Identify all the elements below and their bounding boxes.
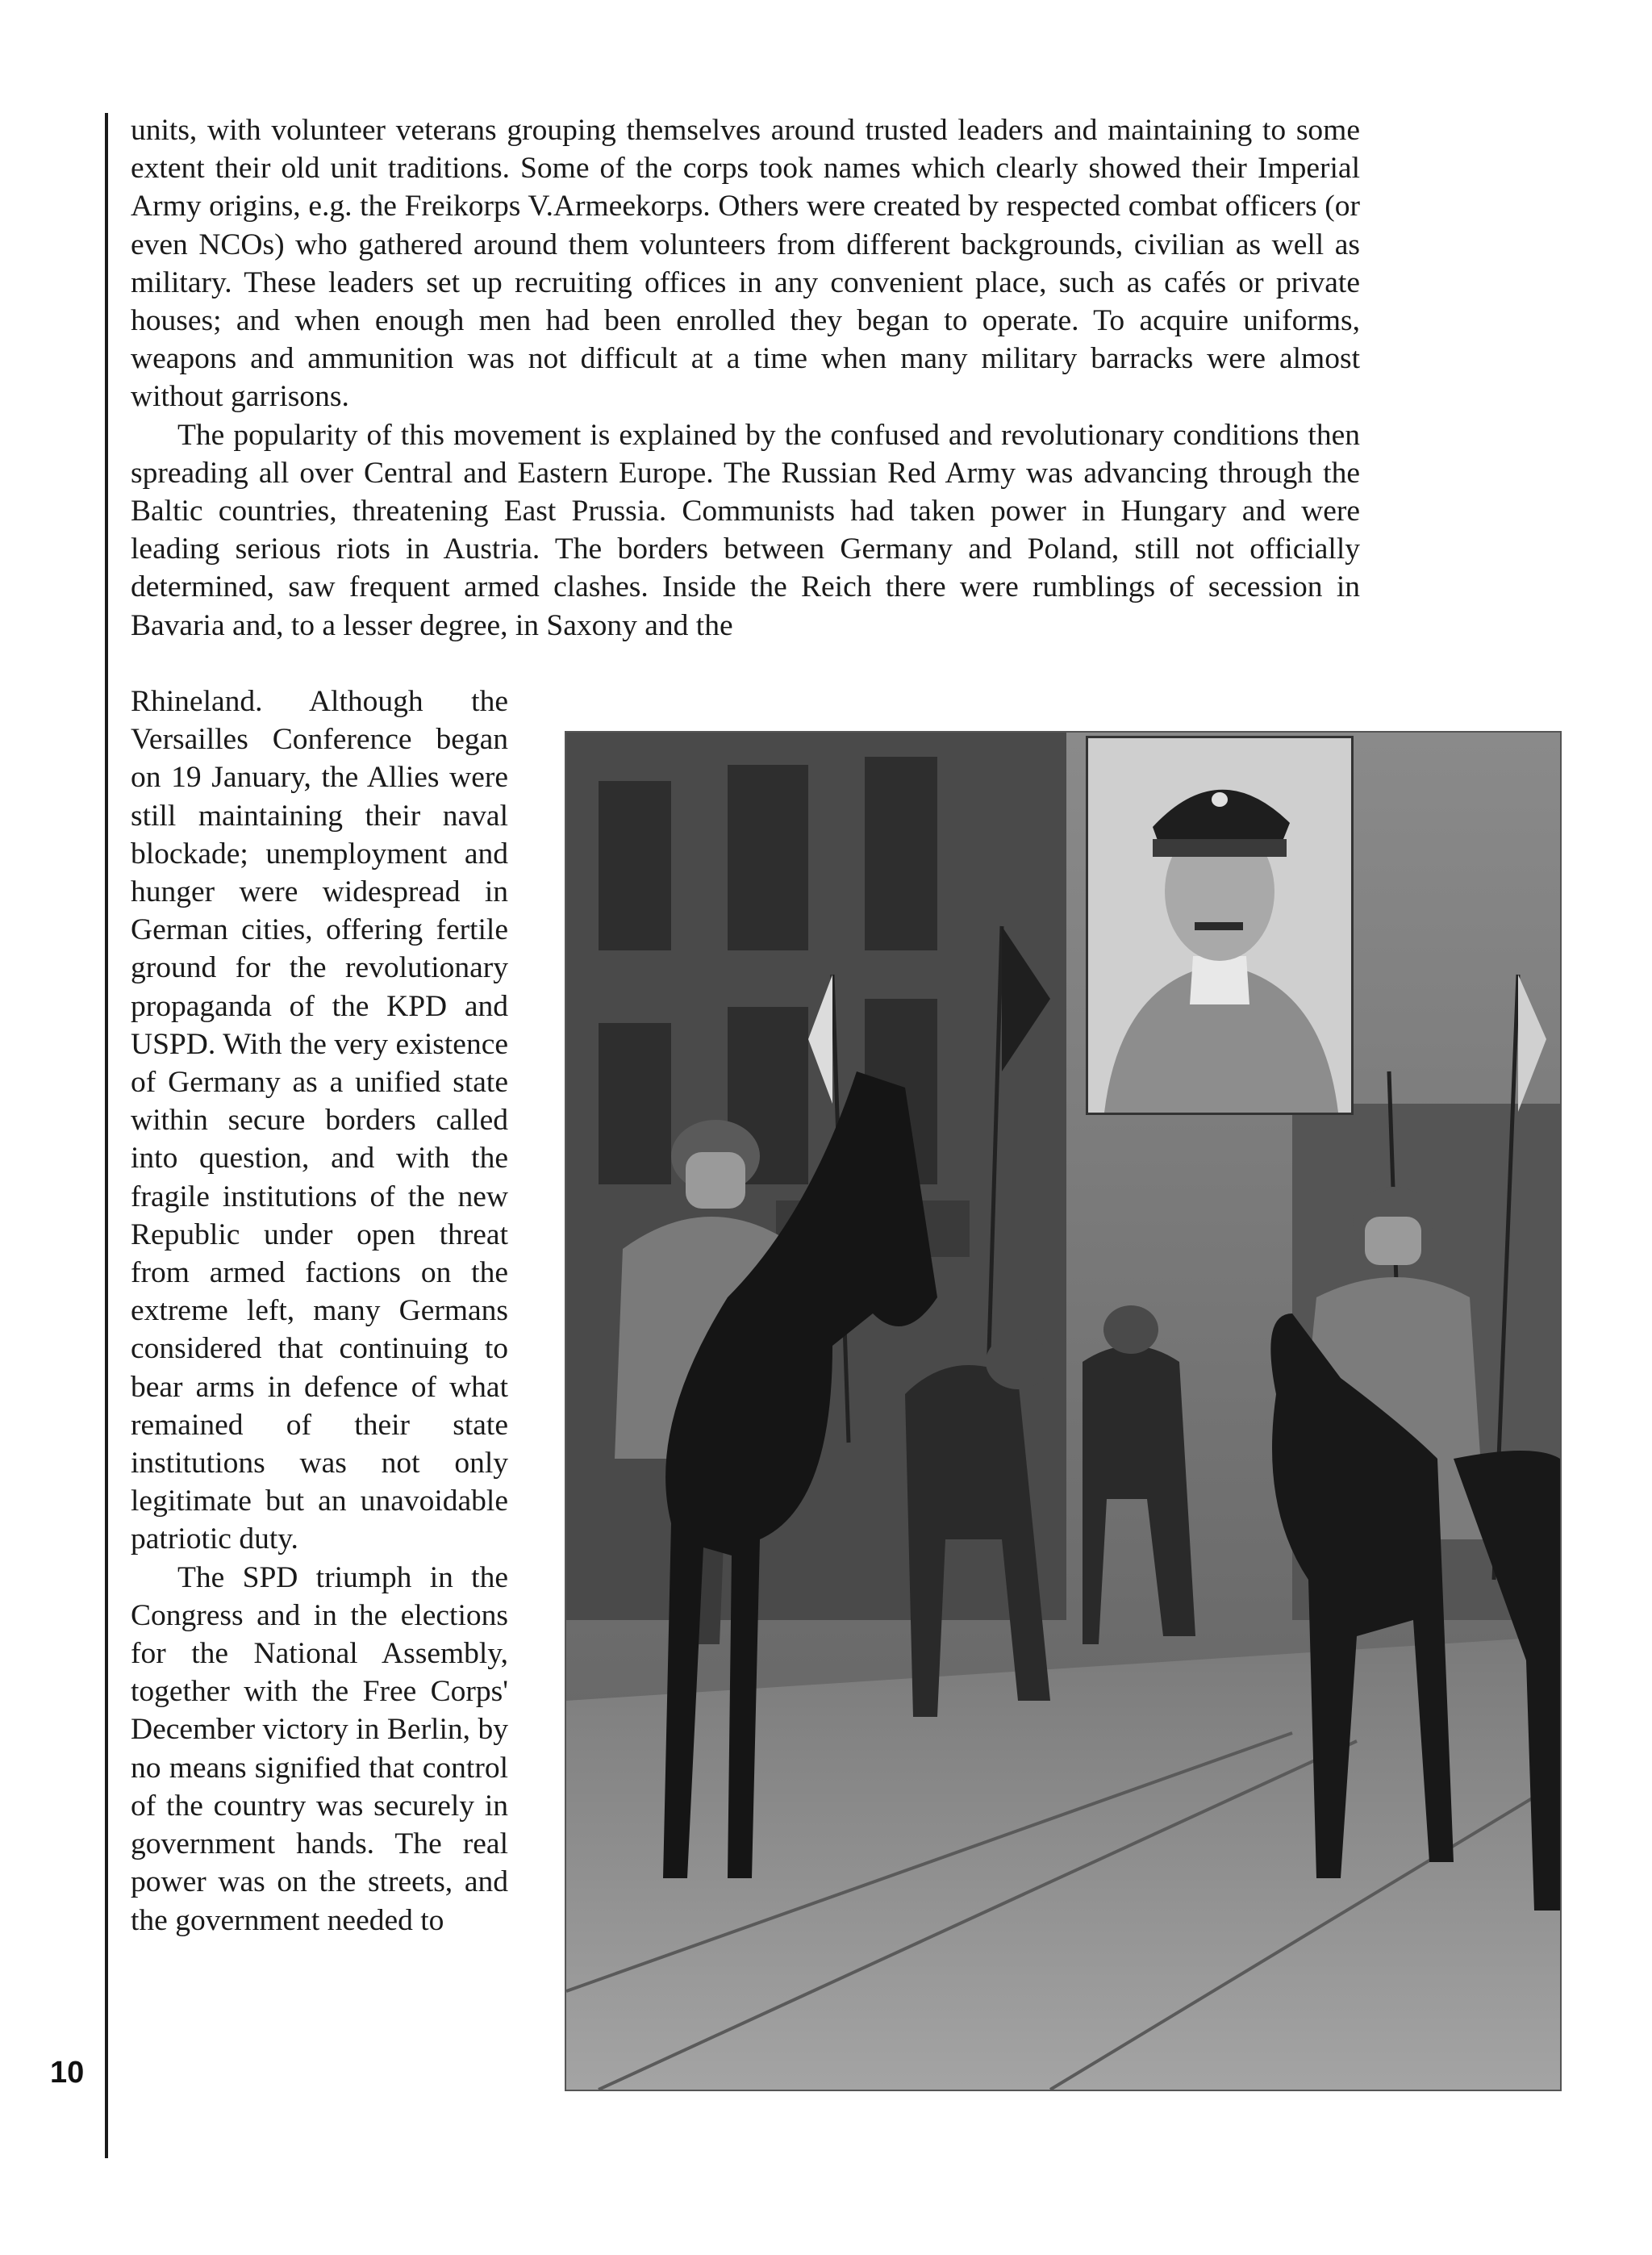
officer-portrait-illustration [1088, 738, 1351, 1113]
intro-paragraph: units, with volunteer veterans grouping themselves around trusted leaders and maintaining to some extent their old unit traditions. Some of the corps took names which clearly showed their Imperial Army origins, e.g. the Freikorps V.Armeekorps. Others were created by respected combat officers (or even NCOs) who gathered around them volunteers from different backgrounds, civilian as well as military. These leaders set up recruiting offices in any convenient place, such as cafés or private houses; and when enough men had been enrolled they began to operate. To acquire uniforms, weapons and ammunition was not difficult at a time when many military barracks were almost without garrisons. [131, 114, 1360, 414]
spd-paragraph: The SPD triumph in the Congress and in the elections for the National Assembly, together with the Free Corps' December victory in Berlin, by no means signified that control of the country was securely in government hands. The real power was on the streets, and the government needed to [131, 1560, 508, 1937]
popularity-paragraph-part-2: Rhineland. Although the Versailles Conference began on 19 January, the Allies were still maintaining their naval blockade; unemployment and hunger were widespread in German cities, offering fertile ground for the revolutionary propaganda of the KPD and USPD. With the very existence of Germany as a unified state within secure borders called into question, and with the fragile institutions of the new Republic under open threat from armed factions on the extreme left, many Germans considered that continuing to bear arms in defence of what remained of their state institutions was not only legitimate but an unavoidable patriotic duty. [131, 685, 508, 1556]
margin-rule [105, 113, 108, 2158]
full-width-text [131, 111, 1360, 645]
page-number: 10 [50, 2056, 85, 2090]
cobblestone-street [566, 1636, 1560, 2090]
street-scene-illustration [566, 733, 1560, 2090]
mounted-troops-photo [565, 731, 1562, 2091]
officer-portrait-inset [1086, 736, 1354, 1115]
narrow-column-text [131, 683, 508, 1940]
popularity-paragraph-part-1: The popularity of this movement is explained by the confused and revolutionary conditions then spreading all over Central and Eastern Europe. The Russian Red Army was advancing through the Baltic countries, threatening East Prussia. Communists had taken power in Hungary and were leading serious riots in Austria. The borders between Germany and Poland, still not officially determined, saw frequent armed clashes. Inside the Reich there were rumblings of secession in Bavaria and, to a lesser degree, in Saxony and the [131, 418, 1360, 642]
